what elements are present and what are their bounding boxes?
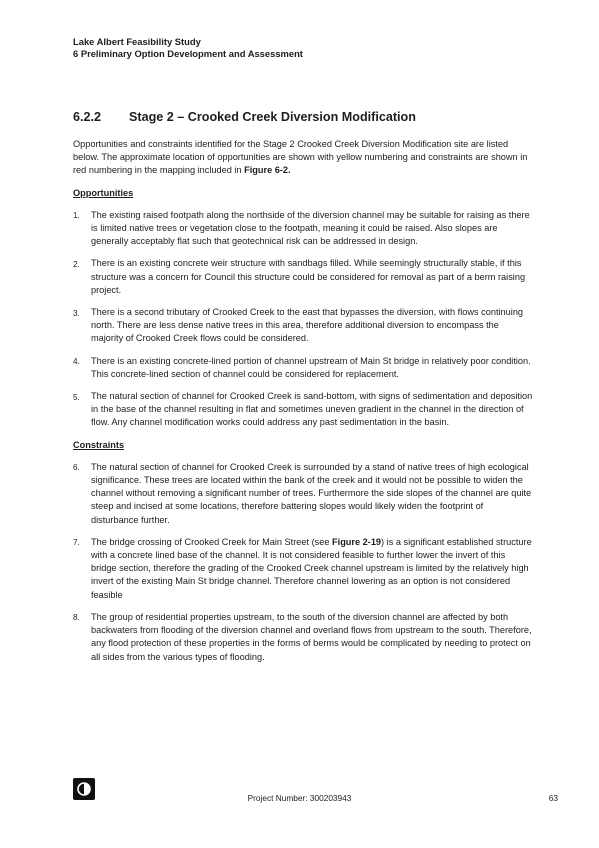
list-item-text: There is a second tributary of Crooked Creek to the east that bypasses the diversion, with flows continuing north. There are less dense native trees in this area, therefore additional diversion to encompass the majority of Crooked Creek flows could be considered.	[91, 307, 524, 344]
list-item-number: 8.	[73, 613, 80, 623]
list-item	[73, 257, 533, 297]
list-item	[73, 209, 533, 249]
page-body	[73, 138, 533, 673]
list-item-text-cont: ) is a significant established structure with a concrete lined base of the channel. It is not considered feasible to further lower the invert of this bridge section, therefore the grading of the Crooked Creek channel upstream is limited by the relatively high invert of the existing Main St bridge channel. Therefore channel lowering as an option is not considered feasible	[91, 536, 532, 600]
list-item	[73, 611, 533, 664]
list-item-text: The group of residential properties upstream, to the south of the diversion channel are affected by both backwaters from flooding of the diversion channel and overland flows from upstream to the south. Therefore, any flood protection of these properties in the forms of berms would be complicated by needing to protect on all sides from the various types of flooding.	[91, 611, 532, 662]
page-number: 63	[548, 793, 558, 803]
list-item-text: The natural section of channel for Crooked Creek is sand-bottom, with signs of sedimentation and deposition in the base of the channel resulting in flat and sometimes uneven gradient in the channel in the direction of flow. Any channel modification works could address any past sedimentation in the basin.	[91, 391, 533, 428]
opportunities-list	[73, 209, 533, 430]
list-item	[73, 536, 533, 602]
figure-ref: Figure 2-19	[332, 536, 382, 547]
list-item	[73, 306, 533, 346]
list-item-number: 1.	[73, 211, 80, 221]
list-item-number: 6.	[73, 463, 80, 473]
list-item	[73, 461, 533, 527]
list-item-number: 4.	[73, 357, 80, 367]
header-study-title: Lake Albert Feasibility Study	[73, 36, 201, 47]
list-item-number: 5.	[73, 392, 80, 402]
constraints-list	[73, 461, 533, 664]
opportunities-heading: Opportunities	[73, 187, 134, 198]
list-item-text: There is an existing concrete-lined portion of channel upstream of Main St bridge in relatively poor condition. This concrete-lined section of channel could be considered for replacement.	[91, 355, 531, 379]
list-item-text: There is an existing concrete weir structure with sandbags filled. While seemingly structurally stable, if this structure was a concern for Council this structure could be considered for removal as part of a berm raising project.	[91, 258, 526, 295]
list-item	[73, 390, 533, 430]
list-item-text: The natural section of channel for Crooked Creek is surrounded by a stand of native trees of high ecological significance. These trees are located within the bank of the creek and it would not be possible to widen the channel without removing a significant number of trees. Furthermore the side slopes of the channel are quite steep and incised at some locations, therefore battering slopes would likely widen the footprint of disturbance further.	[91, 461, 532, 525]
header-chapter-title: 6 Preliminary Option Development and Assessment	[73, 48, 303, 59]
list-item-text: The existing raised footpath along the northside of the diversion channel may be suitable for raising as there is limited native trees or vegetation close to the footpath, meaning it could be raised. Also slopes are generally acceptably flat such that geotechnical risk can be addressed in design.	[91, 209, 530, 247]
intro-text: Opportunities and constraints identified for the Stage 2 Crooked Creek Diversion Modification site are listed below. The approximate location of opportunities are shown with yellow numbering and constraints are shown in red numbering in the mapping included in	[73, 139, 528, 176]
intro-figure-ref: Figure 6-2.	[244, 165, 291, 176]
page-header	[73, 36, 303, 60]
project-number: Project Number: 300203943	[247, 793, 352, 803]
list-item-text: The bridge crossing of Crooked Creek for Main Street (see	[91, 536, 333, 547]
list-item-number: 3.	[73, 308, 80, 318]
section-title: Stage 2 – Crooked Creek Diversion Modification	[129, 110, 416, 124]
list-item-number: 2.	[73, 259, 80, 269]
section-number: 6.2.2	[73, 110, 102, 124]
list-item	[73, 355, 533, 381]
section-heading	[73, 110, 416, 124]
list-item-number: 7.	[73, 538, 80, 548]
constraints-heading: Constraints	[73, 439, 125, 450]
intro-paragraph	[73, 138, 533, 178]
